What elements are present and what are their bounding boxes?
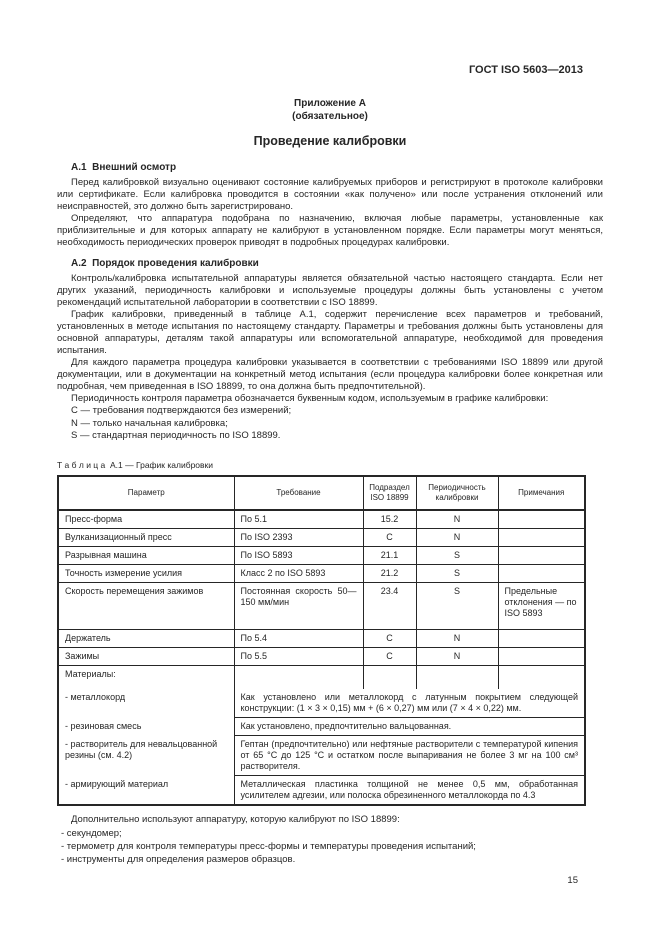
cell-note [498, 528, 585, 546]
material-name: - армирующий материал [58, 776, 234, 806]
empty-cell [498, 665, 585, 689]
cell-periodicity: S [416, 564, 498, 582]
material-name: - растворитель для невальцованной резины (см. 4.2) [58, 736, 234, 776]
table-row [58, 647, 585, 665]
table-row [58, 629, 585, 647]
cell-requirement: По 5.4 [234, 629, 363, 647]
cell-parameter: Держатель [58, 629, 234, 647]
cell-note [498, 510, 585, 529]
cell-requirement: Постоянная скорость 50—150 мм/мин [234, 582, 363, 629]
additional-equipment-block [57, 814, 603, 866]
paragraph: График калибровки, приведенный в таблице А.1, содержит перечисление всех параметров и требований, установленных в методе испытания по настоящему стандарту. Параметры и требования должны быть установлены для основной аппаратуры, деталям такой аппаратуры или вспомогательной аппаратуре, необходимой для проведения испытания. [57, 309, 603, 356]
material-description: Гептан (предпочтительно) или нефтяные растворители с температурой кипения от 65 °С до 125 °С и остатком после выпаривания не более 3 мг на 100 см³ растворителя. [234, 736, 585, 776]
cell-subclause: 21.2 [363, 564, 416, 582]
material-row [58, 736, 585, 776]
cell-requirement: По ISO 5893 [234, 546, 363, 564]
material-row [58, 718, 585, 736]
calibration-schedule-table [57, 475, 586, 807]
page-title: Проведение калибровки [253, 134, 407, 148]
paragraph: Контроль/калибровка испытательной аппаратуры является обязательной частью настоящего стандарта. Если нет других указаний, периодичность калибровки и используемые процедуры должны быть установлены с учетом рекомендаций испытательной лаборатории в соответствии с ISO 18899. [57, 273, 603, 308]
cell-parameter: Зажимы [58, 647, 234, 665]
table-row [58, 546, 585, 564]
cell-subclause: 23.4 [363, 582, 416, 629]
cell-note [498, 564, 585, 582]
material-row [58, 776, 585, 806]
cell-requirement: По 5.5 [234, 647, 363, 665]
col-header-requirement: Требование [234, 476, 363, 510]
appendix-note: (обязательное) [292, 111, 368, 122]
cell-note: Предельные отклонения — по ISO 5893 [498, 582, 585, 629]
page-number: 15 [567, 874, 578, 886]
paragraph: Определяют, что аппаратура подобрана по назначению, включая любые параметры, установленные как приблизительные и для которых аппарату не калибруют в установленном порядке. Если параметры могут меняться, необходимость периодических проверок приводят в подробных процедурах калибровки. [57, 213, 603, 248]
material-name: - металлокорд [58, 689, 234, 718]
cell-periodicity: S [416, 582, 498, 629]
period-code-list [57, 405, 603, 443]
cell-parameter: Скорость перемещения зажимов [58, 582, 234, 629]
paragraph: Перед калибровкой визуально оценивают состояние калибруемых приборов и регистрируют в протоколе калибровки или сертификате. Если калибровка проводится в состоянии «как получено» или после устранения отклонений или неисправностей, это должно быть зарегистрировано. [57, 177, 603, 212]
cell-parameter: Точность измерение усилия [58, 564, 234, 582]
footer-item: - инструменты для определения размеров образцов. [61, 853, 296, 865]
cell-subclause: 21.1 [363, 546, 416, 564]
col-header-notes: Примечания [498, 476, 585, 510]
code-line: S — стандартная периодичность по ISO 18899. [71, 430, 281, 441]
col-header-parameter: Параметр [58, 476, 234, 510]
cell-parameter: Пресс-форма [58, 510, 234, 529]
cell-parameter: Вулканизационный пресс [58, 528, 234, 546]
cell-periodicity: N [416, 629, 498, 647]
empty-cell [363, 665, 416, 689]
footer-item: - термометр для контроля температуры пресс-формы и температуры проведения испытаний; [61, 840, 476, 852]
cell-subclause: С [363, 629, 416, 647]
material-description: Как установлено или металлокорд с латунным покрытием следующей конструкции: (1 × 3 × 0,15) мм + (6 × 0,27) мм или (7 × 4 × 0,22) мм. [234, 689, 585, 718]
footer-item: - секундомер; [61, 827, 122, 839]
table-row [58, 582, 585, 629]
materials-header-row [58, 665, 585, 689]
paragraph: Для каждого параметра процедура калибровки указывается в соответствии с требованиями ISO 18899 или другой документации, или в документации на конкретный метод испытания (если процедура калибровки более конкретная или подробная, чем приведенная в ISO 18899, то она должна быть предпочтительной). [57, 357, 603, 392]
standard-designation: ГОСТ ISO 5603—2013 [468, 64, 583, 76]
table-row [58, 528, 585, 546]
section-heading-a2: А.2 Порядок проведения калибровки [71, 258, 259, 269]
cell-requirement: По 5.1 [234, 510, 363, 529]
paragraph: Периодичность контроля параметра обозначается буквенным кодом, используемым в графике калибровки: [71, 393, 549, 404]
cell-subclause: С [363, 647, 416, 665]
material-description: Как установлено, предпочтительно вальцованная. [234, 718, 585, 736]
cell-note [498, 629, 585, 647]
cell-periodicity: N [416, 647, 498, 665]
empty-cell [416, 665, 498, 689]
material-description: Металлическая пластинка толщиной не менее 0,5 мм, обработанная усилителем адгезии, или полоска обрезиненного металлокорда по 4.3 [234, 776, 585, 806]
cell-periodicity: S [416, 546, 498, 564]
table-row [58, 510, 585, 529]
table-header-row [58, 476, 585, 510]
table-caption: Т а б л и ц а А.1 — График калибровки [57, 459, 214, 470]
cell-periodicity: N [416, 528, 498, 546]
cell-subclause: С [363, 528, 416, 546]
material-name: - резиновая смесь [58, 718, 234, 736]
empty-cell [234, 665, 363, 689]
cell-periodicity: N [416, 510, 498, 529]
material-row [58, 689, 585, 718]
code-line: N — только начальная калибровка; [71, 417, 228, 429]
col-header-subclause: Подраздел ISO 18899 [363, 476, 416, 510]
cell-subclause: 15.2 [363, 510, 416, 529]
footer-intro: Дополнительно используют аппаратуру, которую калибруют по ISO 18899: [71, 814, 400, 825]
cell-requirement: Класс 2 по ISO 5893 [234, 564, 363, 582]
materials-label: Материалы: [58, 665, 234, 689]
cell-note [498, 546, 585, 564]
col-header-periodicity: Периодичность калибровки [416, 476, 498, 510]
cell-note [498, 647, 585, 665]
section-heading-a1: А.1 Внешний осмотр [71, 162, 177, 173]
code-line: С — требования подтверждаются без измерений; [71, 405, 292, 416]
appendix-label: Приложение А [294, 98, 366, 109]
table-row [58, 564, 585, 582]
cell-parameter: Разрывная машина [58, 546, 234, 564]
cell-requirement: По ISO 2393 [234, 528, 363, 546]
